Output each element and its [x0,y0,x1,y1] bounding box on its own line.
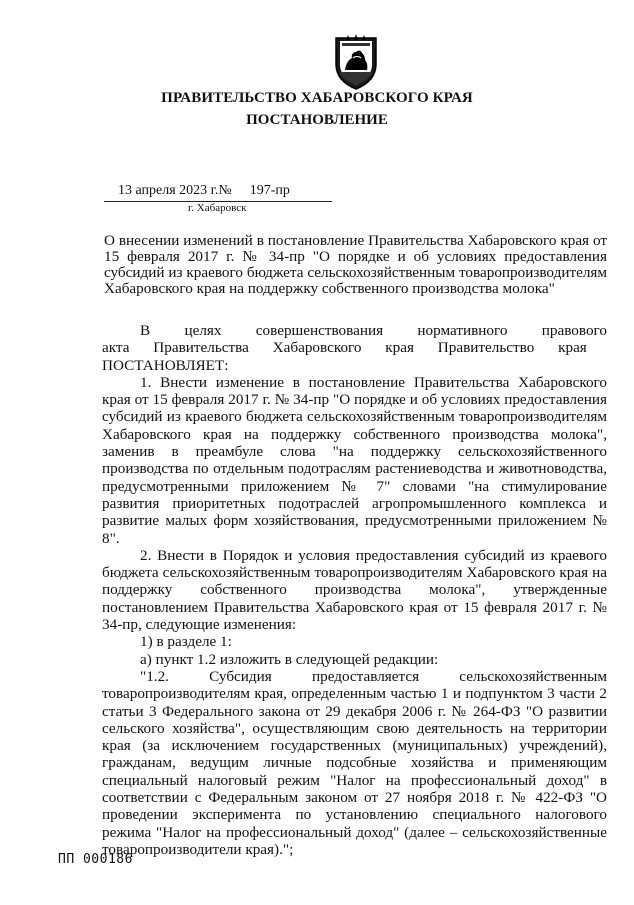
document-requisites [118,183,342,199]
quoted-clause-paragraph: "1.2. Субсидия предоставляется сельскохозяйственным товаропроизводителям края, определенным частью 1 и подпунктом 3 части 2 статьи 3 Федерального закона от 29 декабря 2006 г. № 264-ФЗ "О развитии сельского хозяйства", осуществляющим свою деятельность на территории края (за исключением государственных (муниципальных) учреждений), гражданам, ведущим личные подсобные хозяйства и применяющим специальный налоговый режим "Налог на профессиональный доход" в соответствии с Федеральным законом от 27 ноября 2018 г. № 422-ФЗ "О проведении эксперимента по установлению специального налогового режима "Налог на профессиональный доход" (далее – сельскохозяйственные товаропроизводители края)."; [102,667,607,858]
document-date: 13 апреля 2023 г. [118,183,219,198]
coat-of-arms-icon [332,34,380,90]
government-title: ПРАВИТЕЛЬСТВО ХАБАРОВСКОГО КРАЯ [161,90,473,106]
resolves-heading: ПОСТАНОВЛЯЕТ: [102,356,229,374]
item-2-1a-paragraph: а) пункт 1.2 изложить в следующей редакции: [140,650,439,668]
document-city: г. Хабаровск [188,202,247,214]
document-body [102,322,607,858]
item-2-1-paragraph: 1) в разделе 1: [140,633,232,651]
document-number: 197-пр [249,183,290,198]
document-subject: О внесении изменений в постановление Правительства Хабаровского края от 15 февраля 2017 г. № 34-пр "О порядке и об условиях предоставления субсидий из краевого бюджета сельскохозяйственным товаропроизводителям Хабаровского края на поддержку собственного производства молока" [104,232,607,297]
item-2-paragraph: 2. Внести в Порядок и условия предоставления субсидий из краевого бюджета сельскохозяйственным товаропроизводителям Хабаровского края на поддержку собственного производства молока", утвержденные постановлением Правительства Хабаровского края от 15 февраля 2017 г. № 34-пр, следующие изменения: [102,546,607,634]
item-1-paragraph: 1. Внести изменение в постановление Правительства Хабаровского края от 15 февраля 2017 г. № 34-пр "О порядке и об условиях предоставления субсидий из краевого бюджета сельскохозяйственным товаропроизводителям Хабаровского края на поддержку собственного производства молока", заменив в преамбуле слова "на поддержку сельскохозяйственного производства по отдельным подотраслям растениеводства и животноводства, предусмотренными приложением № 7" словами "на стимулирование развития приоритетных подотраслей агропромышленного комплекса и развитие малых форм хозяйствования, предусмотренными приложением № 8". [102,373,607,547]
number-sign: № [218,183,232,198]
preamble-paragraph: В целях совершенствования нормативного правового акта Правительства Хабаровского края Правительство края [102,322,607,357]
document-type: ПОСТАНОВЛЕНИЕ [246,112,388,128]
form-serial-number: ПП 000186 [58,852,133,867]
